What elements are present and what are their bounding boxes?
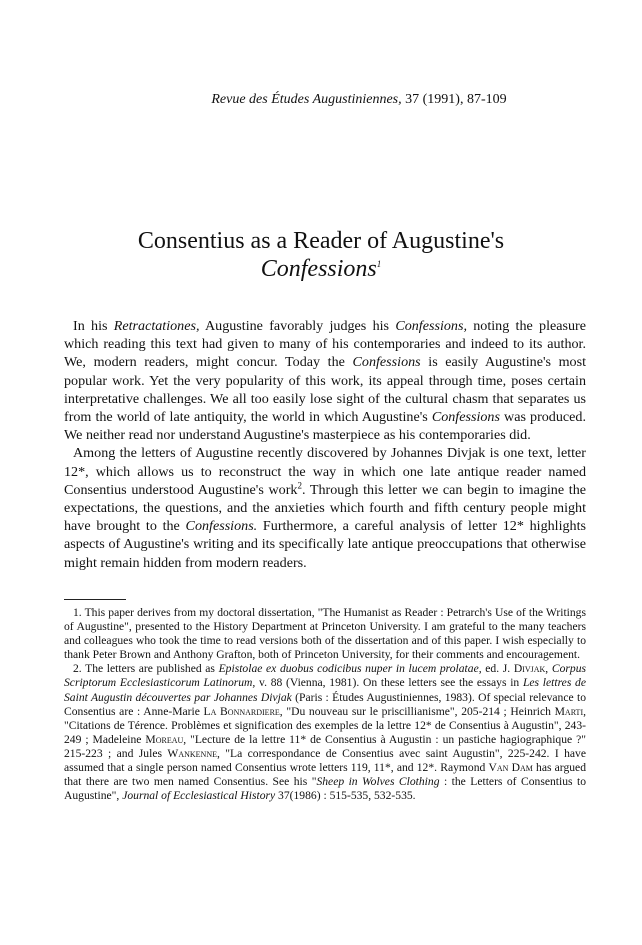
journal-name: Revue des Études Augustiniennes, [211, 92, 402, 107]
journal-header [0, 92, 642, 108]
italic-run: Sheep in Wolves Clothing [316, 775, 440, 789]
footnote-2 [64, 662, 586, 803]
author-smallcaps: Divjak, [513, 662, 549, 676]
italic-run: Confessions [431, 409, 500, 426]
italic-run: Confessions, [395, 318, 467, 334]
italic-run: Confessions. [185, 518, 258, 535]
text-run: is easily Augustine's most popular work. Yet the very popularity of this work, its appeal through time, poses certain interpretative challenges. We all too easily lose sight of the cultural chasm that separates us from the world of late antiquity, the world in which Augustine's [64, 354, 586, 426]
italic-run: Les lettres de Saint Augustin découvertes par Johannes Divjak [64, 676, 586, 704]
journal-reference: 37 (1991), 87-109 [401, 92, 507, 107]
text-run: "Citations de Térence. Problèmes et signification des exemples de la lettre 12* de Consentius à Augustin", 243-249 ; Madeleine [64, 718, 586, 746]
footnote-2-mark: 2 [297, 480, 302, 491]
paragraph-2 [64, 444, 586, 571]
text-run: Among the letters of Augustine recently discovered by Johannes Divjak is one text, letter 12*, which allows us to reconstruct the way in which one late antique reader named Consentius understood Augustine's work [64, 445, 586, 498]
title-line-2 [0, 255, 642, 283]
article-title [0, 227, 642, 283]
author-smallcaps: Marti, [554, 704, 587, 718]
italic-run: Confessions [352, 354, 421, 371]
title-footnote-mark: 1 [376, 259, 382, 269]
paragraph-1 [64, 317, 586, 444]
text-run: Augustine favorably judges his [199, 318, 396, 334]
italic-run: Epistolae ex duobus codicibus nuper in lucem prolatae, [218, 662, 482, 676]
text-run: In his [73, 318, 114, 334]
text-run: Furthermore, a careful analysis of letter 12* highlights aspects of Augustine's writing and its specifically late antique preoccupations that otherwise might remain hidden from modern readers. [64, 518, 586, 571]
footnote-divider [64, 599, 126, 600]
italic-run: Corpus Scriptorum Ecclesiasticorum Latinorum, [64, 662, 587, 690]
text-run: "La correspondance de Consentius avec saint Augustin", 225-242. I have assumed that a single person named Consentius wrote letters 119, 11*, and 12*. Raymond [64, 746, 586, 775]
author-smallcaps: Moreau, [145, 732, 187, 746]
text-run: "Lecture de la lettre 11* de Consentius à Augustin : un pastiche hagiographique ?" 215-223 ; and Jules [64, 732, 586, 760]
text-run: : the Letters of Consentius to Augustine", [64, 775, 586, 803]
author-smallcaps: Wankenne, [167, 746, 220, 760]
text-run: has argued that there are two men named Consentius. See his " [64, 761, 586, 789]
text-run: v. 88 (Vienna, 1981). On these letters see the essays in [255, 676, 523, 690]
title-line-1: Consentius as a Reader of Augustine's [137, 228, 505, 254]
text-run: "Du nouveau sur le priscillianisme", 205-214 ; Heinrich [282, 704, 555, 718]
text-run: (Paris : Études Augustiniennes, 1983). Of special relevance to Consentius are : Anne-Marie [64, 690, 586, 718]
author-smallcaps: La Bonnardiere, [203, 704, 283, 718]
italic-run: Retractationes, [113, 318, 200, 334]
text-run: ed. J. [481, 662, 514, 676]
text-run: 37(1986) : 515-535, 532-535. [275, 789, 416, 803]
italic-run: Journal of Ecclesiastical History [122, 789, 276, 803]
text-run: noting the pleasure which reading this text had given to many of his contemporaries and indeed to its author. We, modern readers, might concur. Today the [64, 318, 587, 371]
text-run: 2. The letters are published as [73, 662, 219, 676]
footnote-1: 1. This paper derives from my doctoral dissertation, "The Humanist as Reader : Petrarch's Use of the Writings of Augustine", presented to the History Department at Princeton University. I am grateful to the many teachers and colleagues who took the time to read versions both of the dissertation and of this paper. I wish especially to thank Peter Brown and Anthony Grafton, both of Princeton University, for their comments and encouragement. [64, 606, 586, 662]
text-run: was produced. We neither read nor understand Augustine's masterpiece as his contemporaries did. [64, 409, 586, 444]
footnotes [64, 606, 586, 803]
author-smallcaps: Van Dam [488, 761, 533, 775]
text-run: . Through this letter we can begin to imagine the expectations, the questions, and the anxieties which fourth and fifth century people might have brought to the [64, 481, 587, 535]
article-body [64, 317, 586, 572]
title-italic-word: Confessions [260, 256, 377, 282]
